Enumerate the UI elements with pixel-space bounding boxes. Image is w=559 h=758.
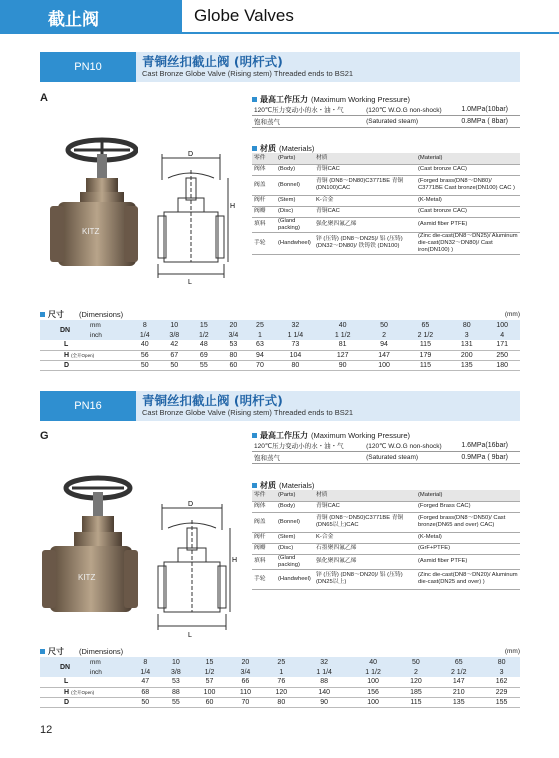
dim-mm-cell: 65 <box>434 657 483 667</box>
dim-cell: 60 <box>219 360 249 370</box>
dim-row-label: H <box>64 351 70 359</box>
dim-cell: 90 <box>319 360 366 370</box>
dim-inch-cell: 3/4 <box>228 667 263 677</box>
dim-cell: 63 <box>248 340 272 350</box>
dim-cell: 57 <box>191 677 228 687</box>
dim-cell: 200 <box>449 350 484 360</box>
materials-cell: 阀盖 <box>252 512 276 532</box>
dim-cell: 185 <box>398 687 435 697</box>
mm-label: mm <box>90 657 130 667</box>
dim-cell: 147 <box>434 677 483 687</box>
dim-inch-cell: 1 1/4 <box>272 330 319 340</box>
pressure-row: 饱和蒸气 (Saturated steam) 0.9MPa ( 9bar) <box>252 452 520 464</box>
materials-cell: 手轮 <box>252 232 276 254</box>
inch-label: inch <box>90 667 130 677</box>
dim-cell: 155 <box>483 697 520 707</box>
dim-cell: 115 <box>402 340 449 350</box>
dim-cell: 53 <box>219 340 249 350</box>
pressure-heading: 最高工作压力 (Maximum Working Pressure) <box>252 430 410 441</box>
dim-cell: 171 <box>484 340 520 350</box>
dim-row-label: L <box>64 341 69 349</box>
materials-cell: 材质 <box>314 490 416 501</box>
dim-cell: 156 <box>349 687 398 697</box>
section-band <box>40 391 520 421</box>
materials-heading: 材质 (Materials) <box>252 143 314 154</box>
band-code: PN10 <box>40 52 136 82</box>
materials-cell: (Zinc die-cast(DN8～DN20)/ Aluminum die-cast(DN25 and over) ) <box>416 569 520 589</box>
materials-cell: 阀体 <box>252 501 276 512</box>
materials-heading: 材质 (Materials) <box>252 480 314 491</box>
materials-table <box>252 153 520 255</box>
materials-header-row <box>252 490 520 501</box>
materials-cell: (Handwheel) <box>276 569 314 589</box>
dim-cell: 180 <box>484 360 520 370</box>
dim-d-label: D <box>188 501 194 508</box>
materials-cell: 阀盖 <box>252 175 276 195</box>
materials-cell: (Zinc die-cast(DN8～DN25)/ Aluminum die-cast(DN32～DN80)/ Cast iron(DN100) ) <box>416 232 520 254</box>
dim-cell: 47 <box>130 677 161 687</box>
dim-row-name <box>40 697 130 707</box>
dimensions-table <box>40 320 520 371</box>
band-code: PN16 <box>40 391 136 421</box>
dim-cell: 131 <box>449 340 484 350</box>
dim-row <box>40 687 520 697</box>
band-title-en: Cast Bronze Globe Valve (Rising stem) Threaded ends to BS21 <box>142 69 354 78</box>
band-title-cn: 青铜丝扣截止阀 (明杆式) <box>142 54 283 69</box>
dimensions-table <box>40 657 520 708</box>
materials-row <box>252 232 520 254</box>
materials-cell: (Disc) <box>276 543 314 554</box>
materials-table <box>252 490 520 590</box>
dim-row-label: D <box>64 361 70 369</box>
dim-inch-cell: 2 <box>366 330 401 340</box>
valve-drawing <box>150 500 240 640</box>
materials-row <box>252 512 520 532</box>
materials-cell: 零件 <box>252 153 276 164</box>
dim-inch-cell: 1 1/4 <box>300 667 349 677</box>
dim-cell: 104 <box>272 350 319 360</box>
materials-cell: (GrF+PTFE) <box>416 543 520 554</box>
dim-cell: 135 <box>434 697 483 707</box>
dim-cell: 53 <box>161 677 192 687</box>
dim-mm-cell: 15 <box>191 657 228 667</box>
materials-row <box>252 175 520 195</box>
materials-cell: 阀瓣 <box>252 206 276 217</box>
dim-cell: 135 <box>449 360 484 370</box>
dim-cell: 94 <box>366 340 401 350</box>
unit-label: (mm) <box>504 311 520 318</box>
dim-mm-cell: 40 <box>349 657 398 667</box>
pressure-row: 120℃压力变动小的水・油・气 (120℃ W.O.G non-shock) 1.6MPa(16bar) <box>252 440 520 452</box>
dim-mm-cell: 80 <box>449 320 484 330</box>
materials-cell: (Asmid fiber PTFE) <box>416 217 520 232</box>
materials-row <box>252 206 520 217</box>
dim-cell: 70 <box>248 360 272 370</box>
dim-inch-cell: 3/4 <box>219 330 249 340</box>
mm-label: mm <box>90 320 130 330</box>
dim-cell: 100 <box>349 677 398 687</box>
dim-cell: 120 <box>398 677 435 687</box>
materials-cell: 锌 (压铸) (DN8～DN25)/ 铝 (压铸) (DN32～DN80)/ 铁铸铁 (DN100) <box>314 232 416 254</box>
dim-cell: 250 <box>484 350 520 360</box>
photo-marking: KITZ <box>82 227 100 236</box>
dim-cell: 76 <box>263 677 300 687</box>
dim-cell: 127 <box>319 350 366 360</box>
dim-mm-cell: 65 <box>402 320 449 330</box>
page-number: 12 <box>40 724 53 736</box>
materials-cell: (Stem) <box>276 532 314 543</box>
dim-cell: 55 <box>161 697 192 707</box>
pressure-row: 120℃压力变动小的水・油・气 (120℃ W.O.G non-shock) 1.0MPa(10bar) <box>252 104 520 116</box>
dim-row-name <box>40 677 130 687</box>
valve-photo <box>50 130 138 282</box>
dim-inch-cell: 3 <box>449 330 484 340</box>
dim-row-note: (全开Open) <box>71 352 95 358</box>
dim-row-name <box>40 350 130 360</box>
materials-cell: 阀体 <box>252 164 276 175</box>
dim-row-label: D <box>64 698 70 706</box>
dim-inch-cell: 1/2 <box>191 667 228 677</box>
materials-cell: (Forged brass(DN8～DN50)/ Cast bronze(DN65 and over) CAC) <box>416 512 520 532</box>
dim-inch-cell: 1/2 <box>189 330 219 340</box>
dim-cell: 147 <box>366 350 401 360</box>
dim-mm-cell: 10 <box>160 320 190 330</box>
materials-cell: (Parts) <box>276 153 314 164</box>
dim-mm-cell: 50 <box>398 657 435 667</box>
materials-cell: (Bonnel) <box>276 512 314 532</box>
materials-cell: (Forged Brass CAC) <box>416 501 520 512</box>
dim-mm-cell: 32 <box>272 320 319 330</box>
section-label: G <box>40 430 49 442</box>
materials-cell: (Cast bronze CAC) <box>416 206 520 217</box>
dim-row-label: L <box>64 678 69 686</box>
dim-cell: 80 <box>263 697 300 707</box>
dim-inch-cell: 2 1/2 <box>434 667 483 677</box>
dim-cell: 94 <box>248 350 272 360</box>
pressure-table <box>252 104 520 128</box>
dim-cell: 115 <box>402 360 449 370</box>
dim-h-label: H <box>232 557 238 564</box>
dim-inch-cell: 1 1/2 <box>319 330 366 340</box>
dim-row <box>40 340 520 350</box>
pressure-heading: 最高工作压力 (Maximum Working Pressure) <box>252 94 410 105</box>
dim-mm-cell: 8 <box>130 657 161 667</box>
dim-d-label: D <box>188 151 194 158</box>
materials-row <box>252 532 520 543</box>
materials-cell: 阀杆 <box>252 195 276 206</box>
dn-label: DN <box>40 320 90 340</box>
materials-row <box>252 543 520 554</box>
dim-cell: 100 <box>191 687 228 697</box>
dim-cell: 120 <box>263 687 300 697</box>
materials-cell: K-合金 <box>314 195 416 206</box>
materials-cell: (K-Metal) <box>416 195 520 206</box>
materials-cell: (Cast bronze CAC) <box>416 164 520 175</box>
dim-h-label: H <box>230 203 236 210</box>
materials-cell: (Gland packing) <box>276 554 314 569</box>
page-header <box>0 0 559 34</box>
valve-drawing <box>150 150 238 288</box>
dim-row <box>40 677 520 687</box>
materials-cell: (Material) <box>416 153 520 164</box>
dim-mm-cell: 32 <box>300 657 349 667</box>
dn-label: DN <box>40 657 90 677</box>
inch-label: inch <box>90 330 130 340</box>
dim-cell: 140 <box>300 687 349 697</box>
dim-inch-cell: 3/8 <box>161 667 192 677</box>
materials-cell: (Forged brass(DN8～DN80)/ C3771BE Cast bronze(DN100) CAC ) <box>416 175 520 195</box>
materials-cell: 青铜 (DN8～DN80)C3771BE 青铜 (DN100)CAC <box>314 175 416 195</box>
materials-row <box>252 217 520 232</box>
materials-cell: (Handwheel) <box>276 232 314 254</box>
dim-cell: 162 <box>483 677 520 687</box>
dim-cell: 50 <box>130 697 161 707</box>
materials-cell: (Body) <box>276 164 314 175</box>
dim-cell: 229 <box>483 687 520 697</box>
dim-inch-cell: 1 <box>248 330 272 340</box>
dim-cell: 90 <box>300 697 349 707</box>
section-label: A <box>40 92 48 104</box>
materials-cell: 材质 <box>314 153 416 164</box>
materials-cell: (Material) <box>416 490 520 501</box>
materials-cell: 强化聚四氟乙烯 <box>314 217 416 232</box>
dim-l-label: L <box>188 632 192 639</box>
materials-row <box>252 554 520 569</box>
dim-l-label: L <box>188 279 192 286</box>
dim-cell: 70 <box>228 697 263 707</box>
dim-cell: 88 <box>161 687 192 697</box>
dim-cell: 100 <box>349 697 398 707</box>
materials-cell: 锌 (压铸) (DN8～DN20)/ 铝 (压铸) (DN25以上) <box>314 569 416 589</box>
materials-row <box>252 569 520 589</box>
dim-cell: 100 <box>366 360 401 370</box>
band-title-cn: 青铜丝扣截止阀 (明杆式) <box>142 393 283 408</box>
materials-header-row <box>252 153 520 164</box>
dim-inch-cell: 1/4 <box>130 330 160 340</box>
materials-cell: (Body) <box>276 501 314 512</box>
dim-row <box>40 360 520 370</box>
dim-mm-cell: 8 <box>130 320 160 330</box>
materials-cell: (Bonnel) <box>276 175 314 195</box>
dim-row <box>40 350 520 360</box>
materials-cell: (Stem) <box>276 195 314 206</box>
dim-cell: 66 <box>228 677 263 687</box>
materials-cell: 填料 <box>252 217 276 232</box>
dim-cell: 50 <box>160 360 190 370</box>
dim-mm-cell: 80 <box>483 657 520 667</box>
materials-row <box>252 501 520 512</box>
dim-row-name <box>40 687 130 697</box>
dim-inch-cell: 2 <box>398 667 435 677</box>
materials-cell: 填料 <box>252 554 276 569</box>
dim-cell: 55 <box>189 360 219 370</box>
dim-cell: 60 <box>191 697 228 707</box>
materials-cell: (K-Metal) <box>416 532 520 543</box>
header-title-cn: 截止阀 <box>0 0 182 34</box>
dim-inch-row <box>40 330 520 340</box>
materials-cell: (Disc) <box>276 206 314 217</box>
dim-row-note: (全开Open) <box>71 689 95 695</box>
dim-inch-cell: 2 1/2 <box>402 330 449 340</box>
band-title-en: Cast Bronze Globe Valve (Rising stem) Threaded ends to BS21 <box>142 408 354 417</box>
dim-mm-cell: 100 <box>484 320 520 330</box>
dim-inch-cell: 1/4 <box>130 667 161 677</box>
dim-cell: 80 <box>272 360 319 370</box>
dim-cell: 80 <box>219 350 249 360</box>
dim-cell: 67 <box>160 350 190 360</box>
dim-mm-cell: 10 <box>161 657 192 667</box>
pressure-row: 饱和蒸气 (Saturated steam) 0.8MPa ( 8bar) <box>252 116 520 128</box>
materials-cell: (Gland packing) <box>276 217 314 232</box>
materials-cell: 青铜CAC <box>314 206 416 217</box>
materials-cell: 零件 <box>252 490 276 501</box>
dim-cell: 73 <box>272 340 319 350</box>
dim-mm-cell: 25 <box>263 657 300 667</box>
dim-inch-cell: 3/8 <box>160 330 190 340</box>
dim-cell: 50 <box>130 360 160 370</box>
dim-mm-row <box>40 320 520 330</box>
dim-inch-cell: 3 <box>483 667 520 677</box>
dim-cell: 40 <box>130 340 160 350</box>
materials-cell: 强化聚四氟乙烯 <box>314 554 416 569</box>
materials-row <box>252 164 520 175</box>
materials-cell: K-合金 <box>314 532 416 543</box>
dim-mm-cell: 15 <box>189 320 219 330</box>
dim-cell: 210 <box>434 687 483 697</box>
dim-cell: 179 <box>402 350 449 360</box>
pressure-table <box>252 440 520 464</box>
dim-row-name <box>40 340 130 350</box>
materials-cell: 阀瓣 <box>252 543 276 554</box>
dim-cell: 42 <box>160 340 190 350</box>
header-title-en: Globe Valves <box>182 0 559 34</box>
dim-mm-cell: 20 <box>228 657 263 667</box>
materials-cell: 手轮 <box>252 569 276 589</box>
dim-mm-cell: 40 <box>319 320 366 330</box>
dim-cell: 69 <box>189 350 219 360</box>
dim-cell: 68 <box>130 687 161 697</box>
valve-photo <box>42 470 138 628</box>
materials-cell: 阀杆 <box>252 532 276 543</box>
section-band <box>40 52 520 82</box>
materials-cell: 青铜CAC <box>314 164 416 175</box>
dimensions-heading: 尺寸 (Dimensions) (mm) <box>40 309 520 320</box>
dim-mm-row <box>40 657 520 667</box>
dim-inch-cell: 4 <box>484 330 520 340</box>
materials-cell: 石墨聚四氟乙烯 <box>314 543 416 554</box>
dim-mm-cell: 50 <box>366 320 401 330</box>
dim-inch-cell: 1 1/2 <box>349 667 398 677</box>
materials-cell: (Parts) <box>276 490 314 501</box>
materials-cell: 青铜 (DN8～DN50)C3771BE 青铜 (DN65以上)CAC <box>314 512 416 532</box>
dim-row-name <box>40 360 130 370</box>
dim-cell: 115 <box>398 697 435 707</box>
materials-cell: (Asmid fiber PTFE) <box>416 554 520 569</box>
unit-label: (mm) <box>504 648 520 655</box>
materials-row <box>252 195 520 206</box>
photo-marking: KITZ <box>78 573 96 582</box>
dim-inch-row <box>40 667 520 677</box>
dim-mm-cell: 25 <box>248 320 272 330</box>
dim-mm-cell: 20 <box>219 320 249 330</box>
dim-cell: 88 <box>300 677 349 687</box>
dim-cell: 110 <box>228 687 263 697</box>
materials-cell: 青铜CAC <box>314 501 416 512</box>
dim-cell: 48 <box>189 340 219 350</box>
dim-row-label: H <box>64 688 70 696</box>
dim-row <box>40 697 520 707</box>
dim-cell: 81 <box>319 340 366 350</box>
dim-inch-cell: 1 <box>263 667 300 677</box>
dim-cell: 56 <box>130 350 160 360</box>
dimensions-heading: 尺寸 (Dimensions) (mm) <box>40 646 520 657</box>
